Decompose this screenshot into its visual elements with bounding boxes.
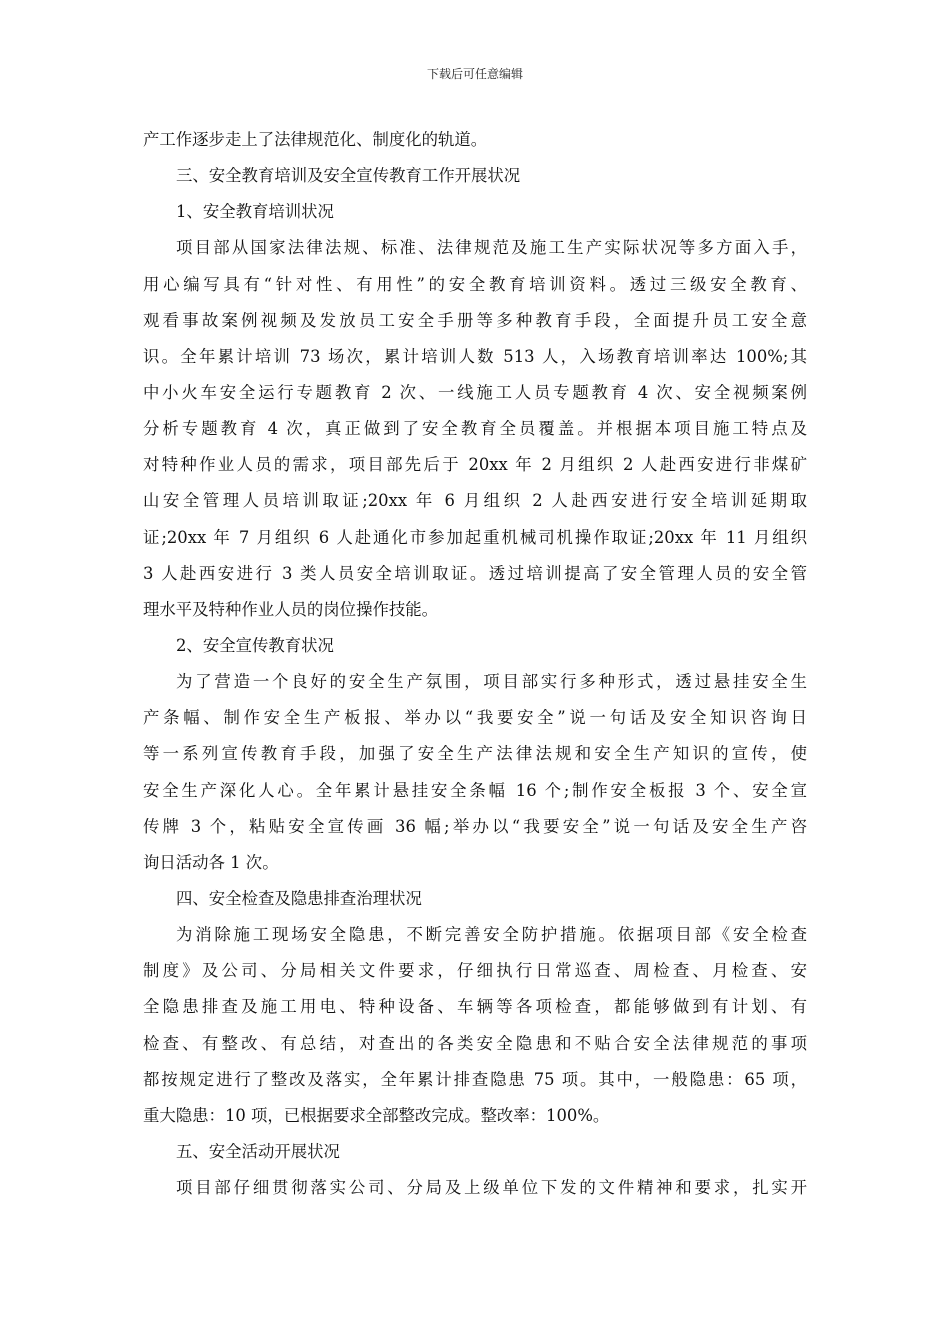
text-line: 制度》及公司、分局相关文件要求，仔细执行日常巡查、周检查、月检查、安: [143, 961, 807, 981]
text-line: 都按规定进行了整改及落实，全年累计排查隐患 75 项。其中，一般隐患：65 项，: [143, 1069, 807, 1089]
text-line: 中小火车安全运行专题教育 2 次、一线施工人员专题教育 4 次、安全视频案例: [143, 382, 807, 402]
text-line: 1、安全教育培训状况: [176, 202, 334, 222]
text-line: 理水平及特种作业人员的岗位操作技能。: [143, 599, 439, 619]
text-line: 安全生产深化人心。全年累计悬挂安全条幅 16 个;制作安全板报 3 个、安全宣: [143, 780, 807, 800]
text-line: 检查、有整改、有总结，对查出的各类安全隐患和不贴合安全法律规范的事项: [143, 1033, 807, 1053]
text-line: 分析专题教育 4 次，真正做到了安全教育全员覆盖。并根据本项目施工特点及: [143, 419, 807, 439]
text-line: 重大隐患：10 项，已根据要求全部整改完成。整改率：100%。: [143, 1105, 610, 1125]
text-line: 证;20xx 年 7 月组织 6 人赴通化市参加起重机械司机操作取证;20xx 年 11 月组织: [143, 527, 807, 547]
text-line: 为了营造一个良好的安全生产氛围，项目部实行多种形式，透过悬挂安全生: [176, 672, 807, 692]
text-line: 识。全年累计培训 73 场次，累计培训人数 513 人，入场教育培训率达 100%;其: [143, 346, 807, 366]
text-line: 全隐患排查及施工用电、特种设备、车辆等各项检查，都能够做到有计划、有: [143, 997, 807, 1017]
text-line: 用心编写具有“针对性、有用性”的安全教育培训资料。透过三级安全教育、: [143, 274, 807, 294]
text-line: 三、安全教育培训及安全宣传教育工作开展状况: [176, 166, 521, 186]
text-line: 为消除施工现场安全隐患，不断完善安全防护措施。依据项目部《安全检查: [176, 925, 807, 945]
text-line: 等一系列宣传教育手段，加强了安全生产法律法规和安全生产知识的宣传，使: [143, 744, 807, 764]
text-line: 产条幅、制作安全生产板报、举办以“我要安全”说一句话及安全知识咨询日: [143, 708, 807, 728]
text-line: 产工作逐步走上了法律规范化、制度化的轨道。: [143, 130, 488, 149]
text-line: 询日活动各 1 次。: [143, 852, 279, 872]
page-header: 下载后可任意编辑: [426, 67, 523, 81]
text-line: 观看事故案例视频及发放员工安全手册等多种教育手段，全面提升员工安全意: [143, 310, 807, 330]
text-line: 项目部从国家法律法规、标准、法律规范及施工生产实际状况等多方面入手，: [176, 238, 807, 258]
text-line: 传牌 3 个，粘贴安全宣传画 36 幅;举办以“我要安全”说一句话及安全生产咨: [143, 816, 807, 836]
text-line: 对特种作业人员的需求，项目部先后于 20xx 年 2 月组织 2 人赴西安进行非煤矿: [143, 455, 807, 475]
document-body: [143, 122, 807, 1206]
text-line: 四、安全检查及隐患排查治理状况: [176, 888, 422, 908]
text-line: 3 人赴西安进行 3 类人员安全培训取证。透过培训提高了安全管理人员的安全管: [143, 563, 807, 583]
text-line: 项目部仔细贯彻落实公司、分局及上级单位下发的文件精神和要求，扎实开: [176, 1178, 807, 1198]
text-line: 2、安全宣传教育状况: [176, 635, 334, 655]
text-line: 山安全管理人员培训取证;20xx 年 6 月组织 2 人赴西安进行安全培训延期取: [143, 491, 807, 511]
text-line: 五、安全活动开展状况: [176, 1141, 340, 1161]
